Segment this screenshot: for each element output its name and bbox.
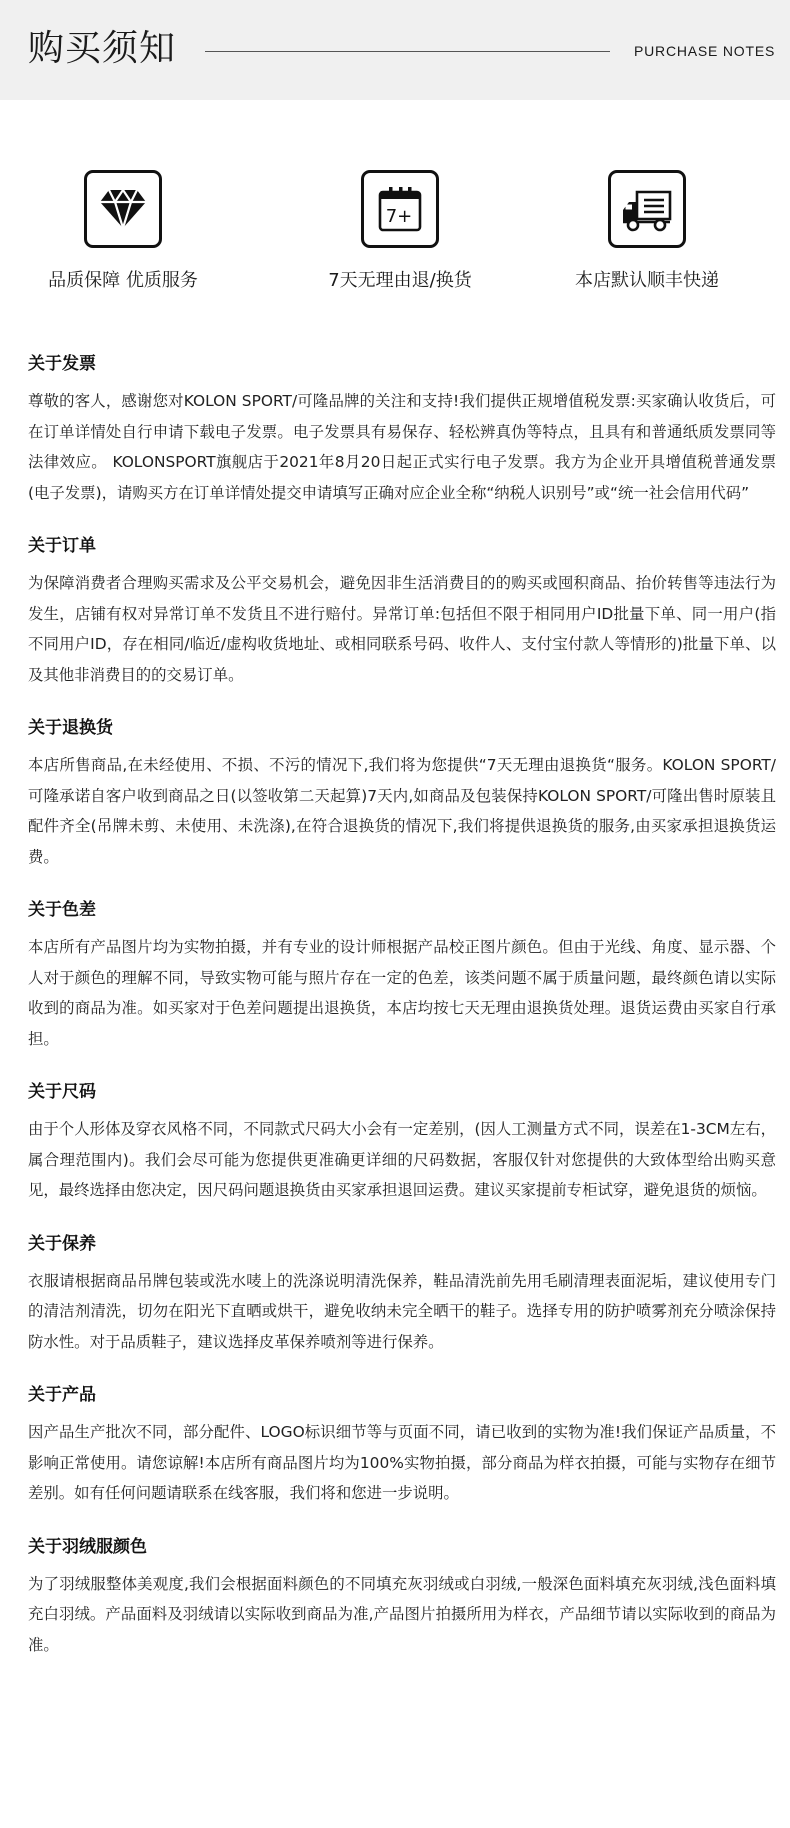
section-care [28, 1232, 776, 1358]
section-body: 本店所有产品图片均为实物拍摄，并有专业的设计师根据产品校正图片颜色。但由于光线、角度、显示器、个人对于颜色的理解不同，导致实物可能与照片存在一定的色差，该类问题不属于质量问题，最终颜色请以实际收到的商品为准。如买家对于色差问题提出退换货，本店均按七天无理由退换货处理。退货运费由买家自行承担。 [28, 938, 776, 1048]
section-body: 本店所售商品,在未经使用、不损、不污的情况下,我们将为您提供“7天无理由退换货“服务。KOLON SPORT/可隆承诺自客户收到商品之日(以签收第二天起算)7天内,如商品及包装保持KOLON SPORT/可隆出售时原装且配件齐全(吊牌未剪、未使用、未洗涤),在符合退换货的情况下,我们将提供退换货的服务,由买家承担退换货运费。 [28, 756, 776, 866]
section-color-difference [28, 898, 776, 1054]
feature-quality [3, 170, 243, 294]
feature-delivery [527, 170, 767, 294]
page-subtitle: PURCHASE NOTES [634, 43, 776, 59]
section-body: 尊敬的客人，感谢您对KOLON SPORT/可隆品牌的关注和支持!我们提供正规增值税发票:买家确认收货后，可在订单详情处自行申请下载电子发票。电子发票具有易保存、轻松辨真伪等特点，且具有和普通纸质发票同等法律效应。 KOLONSPORT旗舰店于2021年8月20日起正式实行电子发票。我方为企业开具增值税普通发票(电子发票)，请购买方在订单详情处提交申请填写正确对应企业全称“纳税人识别号”或“统一社会信用代码” [28, 392, 776, 502]
section-title: 关于色差 [28, 900, 96, 920]
feature-label: 7天无理由退/换货 [328, 270, 472, 291]
section-body: 因产品生产批次不同，部分配件、LOGO标识细节等与页面不同，请已收到的实物为准!我们保证产品质量，不影响正常使用。请您谅解!本店所有商品图片均为100%实物拍摄，部分商品为样衣拍摄，可能与实物存在细节差别。如有任何问题请联系在线客服，我们将和您进一步说明。 [28, 1423, 776, 1502]
feature-returns [280, 170, 520, 294]
delivery-truck-icon [608, 170, 686, 248]
section-order [28, 534, 776, 690]
section-title: 关于退换货 [28, 718, 113, 738]
feature-label: 品质保障 优质服务 [48, 270, 198, 291]
section-sizing [28, 1080, 776, 1206]
section-down-jacket-color [28, 1535, 776, 1661]
section-title: 关于订单 [28, 536, 96, 556]
notes-content [28, 352, 776, 1686]
section-body: 为了羽绒服整体美观度,我们会根据面料颜色的不同填充灰羽绒或白羽绒,一般深色面料填充灰羽绒,浅色面料填充白羽绒。产品面料及羽绒请以实际收到商品为准,产品图片拍摄所用为样衣，产品细节请以实际收到的商品为准。 [28, 1574, 776, 1654]
section-invoice [28, 352, 776, 508]
header-divider [205, 51, 610, 52]
feature-label: 本店默认顺丰快递 [575, 270, 719, 291]
section-product [28, 1383, 776, 1509]
page-header [0, 0, 790, 100]
page-title: 购买须知 [28, 28, 177, 69]
section-title: 关于羽绒服颜色 [28, 1536, 147, 1557]
section-title: 关于尺码 [28, 1082, 96, 1102]
section-title: 关于发票 [28, 354, 96, 374]
section-body: 由于个人形体及穿衣风格不同，不同款式尺码大小会有一定差别，(因人工测量方式不同，误差在1-3CM左右，属合理范围内)。我们会尽可能为您提供更准确更详细的尺码数据，客服仅针对您提供的大致体型给出购买意见，最终选择由您决定，因尺码问题退换货由买家承担退回运费。建议买家提前专柜试穿，避免退货的烦恼。 [28, 1120, 776, 1199]
svg-text:7+: 7+ [385, 206, 413, 227]
section-title: 关于保养 [28, 1233, 96, 1254]
section-returns [28, 716, 776, 872]
section-body: 衣服请根据商品吊牌包装或洗水唛上的洗涤说明清洗保养，鞋品清洗前先用毛刷清理表面泥垢，建议使用专门的清洁剂清洗，切勿在阳光下直晒或烘干，避免收纳未完全晒干的鞋子。选择专用的防护喷雾剂充分喷涂保持防水性。对于品质鞋子，建议选择皮革保养喷剂等进行保养。 [28, 1271, 776, 1351]
section-title: 关于产品 [28, 1385, 96, 1405]
calendar-7-icon [361, 170, 439, 248]
diamond-icon [84, 170, 162, 248]
section-body: 为保障消费者合理购买需求及公平交易机会，避免因非生活消费目的的购买或囤积商品、抬价转售等违法行为发生，店铺有权对异常订单不发货且不进行赔付。异常订单:包括但不限于相同用户ID批量下单、同一用户(指不同用户ID，存在相同/临近/虚构收货地址、或相同联系号码、收件人、支付宝付款人等情形的)批量下单、以及其他非消费目的的交易订单。 [28, 574, 776, 684]
service-features [0, 170, 790, 300]
